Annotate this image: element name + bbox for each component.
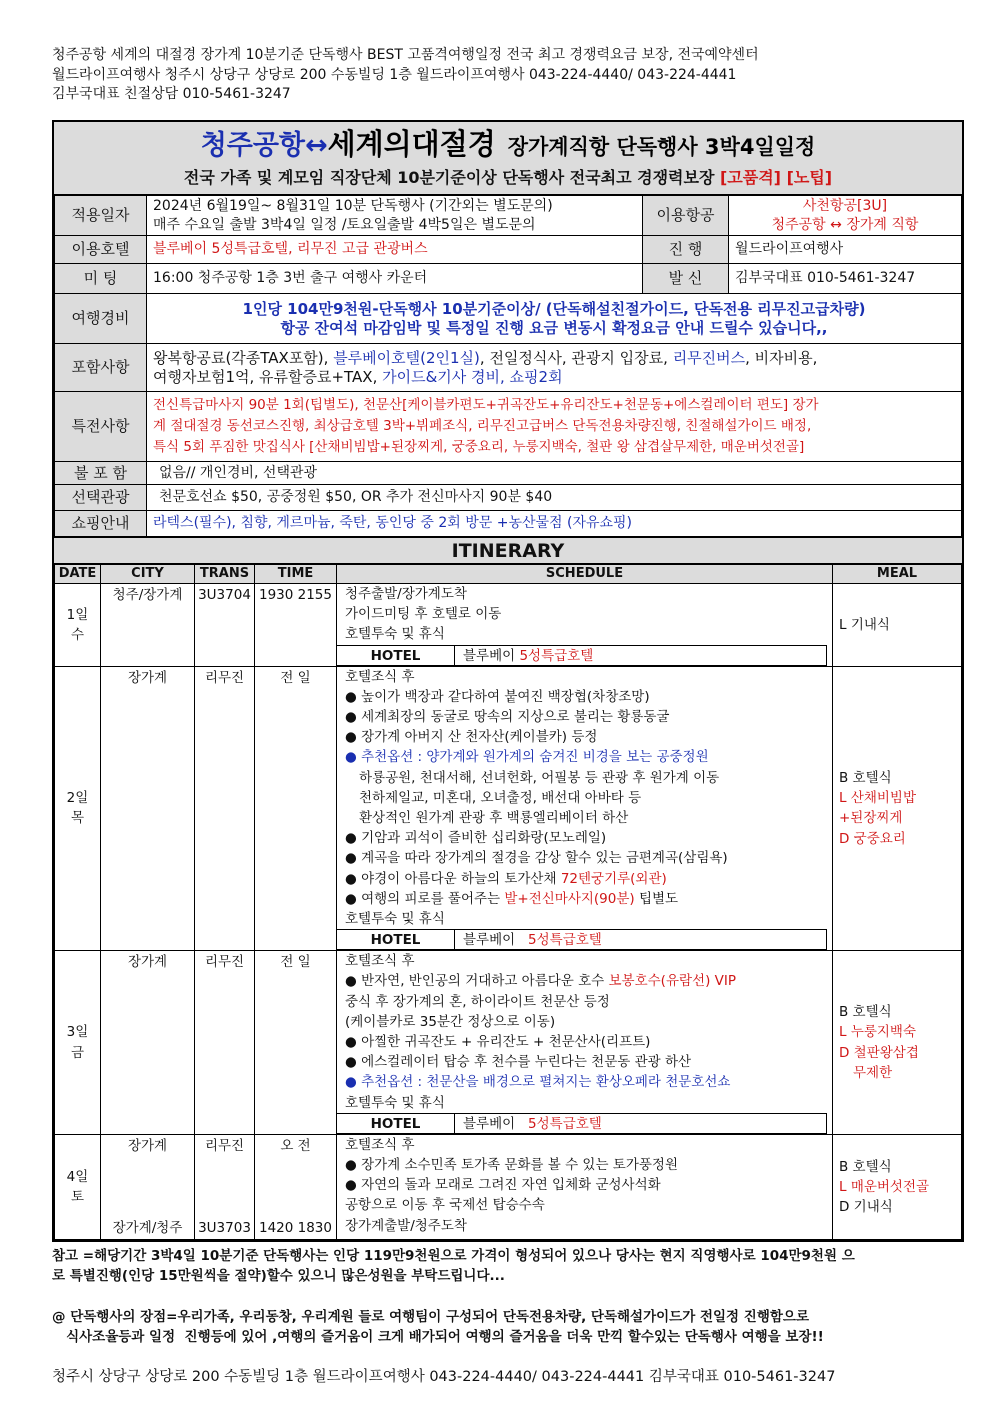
row-cost bbox=[55, 294, 962, 344]
exclude-value: 없음// 개인경비, 선택관광 bbox=[147, 462, 962, 485]
day4-trans: 리무진 3U3703 bbox=[195, 1134, 255, 1239]
day-row-3 bbox=[55, 951, 962, 1135]
header-meal: MEAL bbox=[833, 565, 962, 584]
header-city: CITY bbox=[101, 565, 195, 584]
reference-line-2: 로 특별진행(인당 15만원씩을 절약)할수 있으니 많은성원을 부탁드립니다... bbox=[52, 1268, 505, 1284]
header-schedule: SCHEDULE bbox=[337, 565, 833, 584]
apply-value bbox=[147, 196, 643, 236]
exclude-label: 불 포 함 bbox=[55, 462, 147, 485]
day3-schedule: 호텔조식 후 ● 반자연, 반인공의 거대하고 아름다운 호수 보봉호수(유람선) VIP 중식 후 장가계의 혼, 하이라이트 천문산 등정 (케이블카로 35분간 정상으로 이동) ● 아찔한 귀곡잔도 + 유리잔도 + 천문산사(리프트) ● 에스컬레이터 탑승 후 천수를 누린다는 천문동 관광 하산 ● 추천옵션 : 천문산을 배경으로 펼쳐지는 환상오페라 천문호선쇼 호텔투숙 및 휴식 HOTEL 블루베이 5성특급호텔 bbox=[337, 951, 833, 1135]
day4-date: 4일 토 bbox=[55, 1134, 101, 1239]
airline-name: 사천항공[3U] bbox=[802, 198, 888, 214]
day4-meal: B 호텔식 L 매운버섯전골 D 기내식 bbox=[833, 1134, 962, 1239]
day3-hotel-row: HOTEL 블루베이 5성특급호텔 bbox=[337, 1113, 827, 1134]
day2-city: 장가계 bbox=[101, 666, 195, 951]
cost-label: 여행경비 bbox=[55, 294, 147, 344]
row-meeting bbox=[55, 264, 962, 294]
row-shopping bbox=[55, 511, 962, 537]
benefit-line-2: 식사조율등과 일정 진행등에 있어 ,여행의 즐거움이 크게 배가되어 여행의 즐거움을 더욱 만끽 할수있는 단독행사 여행을 보장!! bbox=[52, 1329, 824, 1345]
footer: 청주시 상당구 상당로 200 수동빌딩 1층 월드라이프여행사 043-224-4440/ 043-224-4441 김부국대표 010-5461-3247 bbox=[52, 1369, 836, 1385]
tour-sheet bbox=[52, 120, 964, 1242]
day-row-1 bbox=[55, 584, 962, 667]
shopping-value: 라텍스(필수), 침향, 게르마늄, 죽탄, 동인당 중 2회 방문 +농산물점 (자유쇼핑) bbox=[147, 511, 962, 537]
meeting-label: 미 팅 bbox=[55, 264, 147, 294]
day2-trans: 리무진 bbox=[195, 666, 255, 951]
row-optional bbox=[55, 485, 962, 511]
apply-label: 적용일자 bbox=[55, 196, 147, 236]
day1-city: 청주/장가계 bbox=[101, 584, 195, 667]
itinerary-header-row bbox=[55, 565, 962, 584]
itinerary-title: ITINERARY bbox=[54, 537, 962, 564]
day4-time: 오 전 1420 1830 bbox=[255, 1134, 337, 1239]
badge-notip: [노팁] bbox=[786, 168, 833, 187]
subtitle bbox=[54, 165, 962, 191]
issuer-value: 김부국대표 010-5461-3247 bbox=[729, 264, 962, 294]
special-value: 전신특급마사지 90분 1회(팁별도), 천문산[케이블카편도+귀곡잔도+유리잔도+천문동+에스컬레이터 편도] 장가 계 절대절경 동선코스진행, 최상급호텔 3박+뷔페조식, 리무진고급버스 단독전용차량진행, 친절해설가이드 배정, 특식 5회 푸짐한 맛집식사 [산채비빔밥+된장찌게, 궁중요리, 누룽지백숙, 철판 왕 삼겹살무제한, 매운버섯전골] bbox=[147, 392, 962, 462]
benefit-line-1: @ 단독행사의 장점=우리가족, 우리동창, 우리계원 들로 여행팀이 구성되어 단독전용차량, 단독해설가이드가 전일정 진행함으로 bbox=[52, 1309, 809, 1325]
header bbox=[52, 46, 942, 105]
header-time: TIME bbox=[255, 565, 337, 584]
day2-hotel-row: HOTEL 블루베이 5성특급호텔 bbox=[337, 929, 827, 950]
header-date: DATE bbox=[55, 565, 101, 584]
hotel-label: 이용호텔 bbox=[55, 236, 147, 264]
day1-date: 1일 수 bbox=[55, 584, 101, 667]
subtitle-text: 전국 가족 및 계모임 직장단체 10분기준이상 단독행사 전국최고 경쟁력보장 bbox=[183, 168, 715, 187]
optional-value: 천문호선쇼 $50, 공중정원 $50, OR 추가 전신마사지 90분 $40 bbox=[147, 485, 962, 511]
cost-value bbox=[147, 294, 962, 344]
day2-meal: B 호텔식 L 산채비빔밥 +된장찌게 D 궁중요리 bbox=[833, 666, 962, 951]
badge-premium: [고품격] bbox=[719, 168, 781, 187]
reference-note bbox=[52, 1246, 964, 1286]
day3-time: 전 일 bbox=[255, 951, 337, 1135]
shopping-label: 쇼핑안내 bbox=[55, 511, 147, 537]
row-hotel bbox=[55, 236, 962, 264]
day1-meal: L 기내식 bbox=[833, 584, 962, 667]
day3-city: 장가계 bbox=[101, 951, 195, 1135]
airline-value bbox=[729, 196, 962, 236]
header-trans: TRANS bbox=[195, 565, 255, 584]
cost-line-1: 1인당 104만9천원-단독행사 10분기준이상/ (단독해설친절가이드, 단독전용 리무진고급차량) bbox=[242, 300, 866, 318]
include-label: 포함사항 bbox=[55, 344, 147, 392]
day-row-2 bbox=[55, 666, 962, 951]
apply-line-1: 2024년 6월19일~ 8월31일 10분 단독행사 (기간외는 별도문의) bbox=[153, 198, 553, 214]
header-line-3: 김부국대표 친절상담 010-5461-3247 bbox=[52, 86, 291, 102]
benefit-note bbox=[52, 1307, 964, 1347]
day2-schedule: 호텔조식 후 ● 높이가 백장과 같다하여 붙여진 백장협(차창조망) ● 세계최장의 동굴로 땅속의 지상으로 불리는 황룡동굴 ● 장가계 아버지 산 천자산(케이블카) 등정 ● 추천옵션 : 양가계와 원가계의 숨겨진 비경을 보는 공중정원 하룡공원, 천대서해, 선녀헌화, 어필봉 등 관광 후 원가계 이동 천하제일교, 미혼대, 오녀출정, 배선대 아바타 등 환상적인 원가계 관광 후 백룡엘리베이터 하산 ● 기암과 괴석이 즐비한 십리화랑(모노레일) ● 계곡을 따라 장가계의 절경을 감상 할수 있는 금편계곡(삼림욕) ● 야경이 아름다운 하늘의 토가산채 72텐궁기루(외관) ● 여행의 피로를 풀어주는 발+전신마사지(90분) 팁별도 호텔투숙 및 휴식 HOTEL 블루베이 5성특급호텔 bbox=[337, 666, 833, 951]
row-exclude bbox=[55, 462, 962, 485]
optional-label: 선택관광 bbox=[55, 485, 147, 511]
day1-schedule: 청주출발/장가계도착 가이드미팅 후 호텔로 이동 호텔투숙 및 휴식 HOTEL 블루베이 5성특급호텔 bbox=[337, 584, 833, 667]
day2-date: 2일 목 bbox=[55, 666, 101, 951]
progress-label: 진 행 bbox=[643, 236, 729, 264]
day3-meal: B 호텔식 L 누룽지백숙 D 철판왕삼겹 무제한 bbox=[833, 951, 962, 1135]
day3-trans: 리무진 bbox=[195, 951, 255, 1135]
title-part-2: 세계의대절경 bbox=[327, 127, 496, 161]
airline-route: 청주공항 ↔ 장가계 직항 bbox=[771, 216, 919, 233]
day1-time: 1930 2155 bbox=[255, 584, 337, 667]
airline-label: 이용항공 bbox=[643, 196, 729, 236]
info-table bbox=[54, 195, 962, 537]
day3-date: 3일 금 bbox=[55, 951, 101, 1135]
cost-line-2: 항공 잔여석 마감임박 및 특정일 진행 요금 변동시 확정요금 안내 드릴수 있습니다,, bbox=[280, 318, 828, 337]
day4-city: 장가계 장가계/청주 bbox=[101, 1134, 195, 1239]
day-row-4 bbox=[55, 1134, 962, 1239]
row-include bbox=[55, 344, 962, 392]
hotel-value: 블루베이 5성특급호텔, 리무진 고급 관광버스 bbox=[147, 236, 643, 264]
special-label: 특전사항 bbox=[55, 392, 147, 462]
page-title bbox=[54, 126, 962, 165]
itinerary-table bbox=[54, 564, 962, 1240]
day2-time: 전 일 bbox=[255, 666, 337, 951]
day1-trans: 3U3704 bbox=[195, 584, 255, 667]
title-part-3: 장가계직항 단독행사 3박4일일정 bbox=[507, 135, 816, 159]
progress-value: 월드라이프여행사 bbox=[729, 236, 962, 264]
day4-schedule: 호텔조식 후 ● 장가계 소수민족 토가족 문화를 볼 수 있는 토가풍정원 ● 자연의 돌과 모래로 그려진 자연 입체화 군성사석화 공항으로 이동 후 국제선 탑승수속 장가계출발/청주도착 bbox=[337, 1134, 833, 1239]
row-apply bbox=[55, 196, 962, 236]
header-line-2: 월드라이프여행사 청주시 상당구 상당로 200 수동빌딩 1층 월드라이프여행사 043-224-4440/ 043-224-4441 bbox=[52, 66, 737, 83]
row-special bbox=[55, 392, 962, 462]
header-line-1: 청주공항 세계의 대절경 장가계 10분기준 단독행사 BEST 고품격여행일정 전국 최고 경쟁력요금 보장, 전국예약센터 bbox=[52, 47, 759, 63]
title-block bbox=[54, 122, 962, 195]
apply-line-2: 매주 수요일 출발 3박4일 일정 /토요일출발 4박5일은 별도문의 bbox=[153, 216, 536, 233]
meeting-value: 16:00 청주공항 1층 3번 출구 여행사 카운터 bbox=[147, 264, 643, 294]
include-value: 왕복항공료(각종TAX포함), 블루베이호텔(2인1실), 전일정식사, 관광지 입장료, 리무진버스, 비자비용, 여행자보험1억, 유류할증료+TAX, 가이드&기사 경비, 쇼핑2회 bbox=[147, 344, 962, 392]
title-part-1: 청주공항↔ bbox=[200, 130, 328, 161]
day1-hotel-row: HOTEL 블루베이 5성특급호텔 bbox=[337, 645, 827, 666]
issuer-label: 발 신 bbox=[643, 264, 729, 294]
reference-line-1: 참고 =해당기간 3박4일 10분기준 단독행사는 인당 119만9천원으로 가격이 형성되어 있으나 당사는 현지 직영행사로 104만9천원 으 bbox=[52, 1248, 855, 1264]
